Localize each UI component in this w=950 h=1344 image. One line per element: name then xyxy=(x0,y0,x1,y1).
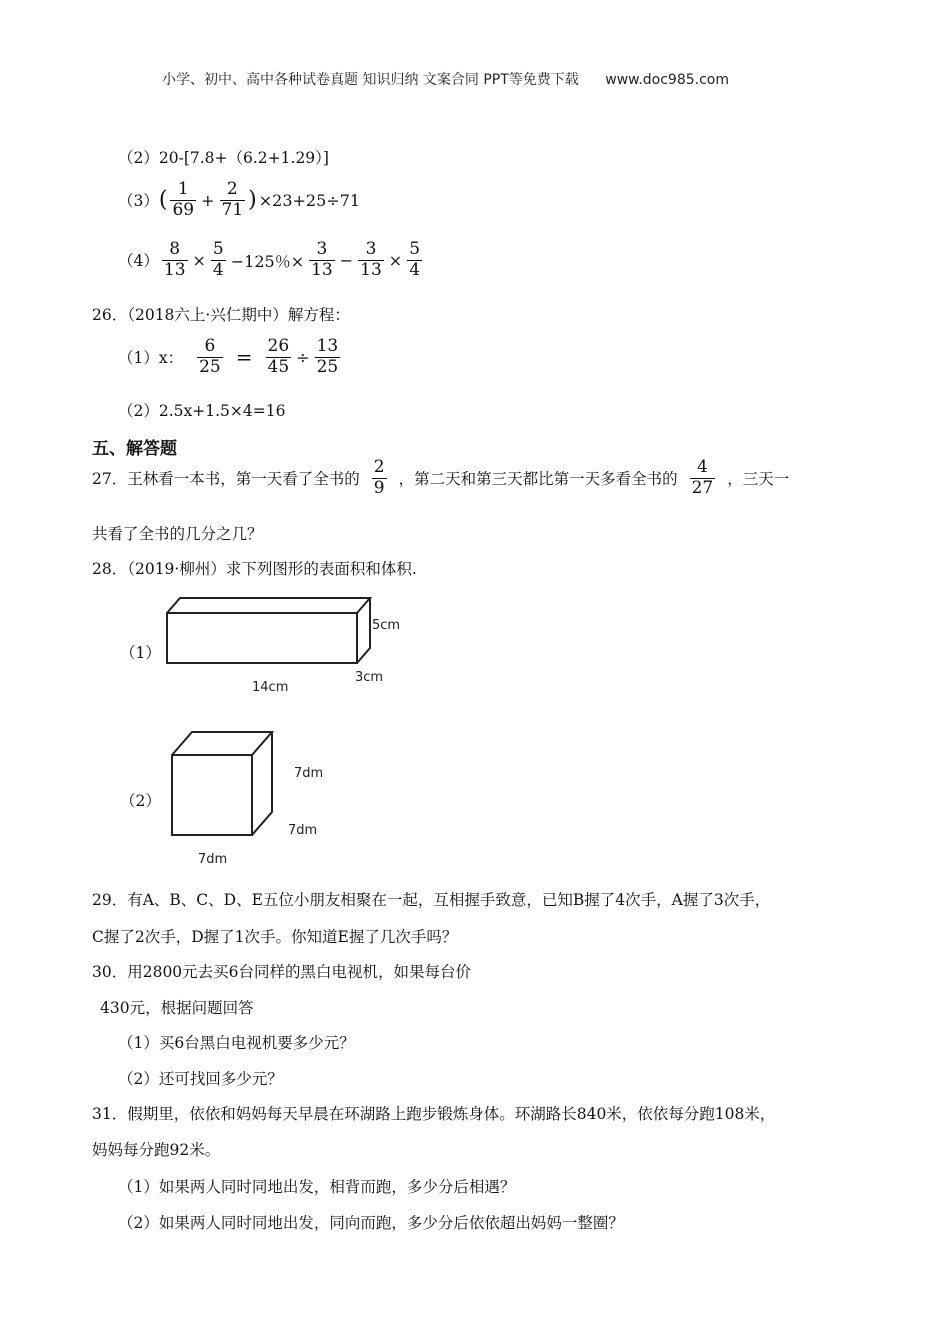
q25-part2-label: （2） xyxy=(118,149,159,167)
page-header xyxy=(162,69,729,89)
q30-part1: （1）买6台黑白电视机要多少元？ xyxy=(118,1034,355,1052)
q26-part1-divide: ÷ xyxy=(296,347,310,367)
q27-line1: 27．王林看一本书，第一天看了全书的 $\frac{2}{9}$ ，第二天和第三天都比第一天多看全书的 $\frac{4}{27}$ ，三天一 xyxy=(92,457,790,498)
q26-part1-frac2: $\frac{26}{45}$ xyxy=(267,336,290,377)
q26-part1 xyxy=(118,337,343,377)
q25-part3 xyxy=(118,180,362,220)
cube-figure xyxy=(160,720,360,870)
q26-part2: （2）2.5x+1.5×4=16 xyxy=(118,402,286,420)
header-text: 小学、初中、高中各种试卷真题 知识归纳 文案合同 PPT等免费下载 xyxy=(162,72,579,88)
q25-part3-rest: ×23+25÷71 xyxy=(258,190,361,210)
q25-part2 xyxy=(118,146,329,168)
q25-part4-label: （4） xyxy=(118,252,159,271)
section-heading: 五、解答题 xyxy=(92,439,177,459)
q25-part4-frac2: $\frac{5}{4}$ xyxy=(212,239,224,280)
q25-part4-frac3: $\frac{3}{13}$ xyxy=(311,239,333,280)
q25-part3-label: （3） xyxy=(118,192,159,211)
q25-part3-close-paren: ) xyxy=(248,187,257,213)
cube-edge-label-1: 7dm xyxy=(294,766,324,781)
cube-edge-label-3: 7dm xyxy=(198,852,228,867)
q25-part3-plus: + xyxy=(201,190,215,210)
q31-part1: （1）如果两人同时同地出发，相背而跑，多少分后相遇？ xyxy=(118,1178,516,1196)
q29-line1: 29．有A、B、C、D、E五位小朋友相聚在一起，互相握手致意，已知B握了4次手，A握了3次手， xyxy=(92,891,771,909)
q26-title: 26．（2018六上·兴仁期中）解方程： xyxy=(92,306,350,324)
q25-part4: （4） $\frac{8}{13}$ × $\frac{5}{4}$ −125％× $\frac{3}{13}$ − $\frac{3}{13}$ × $\frac{5}{4}$ xyxy=(118,239,421,280)
q25-part3-frac2: $\frac{2}{71}$ xyxy=(221,179,244,220)
q25-part3-frac1: $\frac{1}{69}$ xyxy=(172,179,195,220)
cuboid-height-label: 5cm xyxy=(372,618,401,633)
cuboid-length-label: 14cm xyxy=(252,680,289,695)
q25-part4-frac1: $\frac{8}{13}$ xyxy=(163,239,186,280)
q30-part2: （2）还可找回多少元？ xyxy=(118,1070,283,1088)
q26-part1-label: （1）x： xyxy=(118,349,184,368)
q31-line2: 妈妈每分跑92米。 xyxy=(92,1141,221,1159)
q25-part2-expr: 20-[7.8+（6.2+1.29）] xyxy=(158,149,329,167)
q27-line2: 共看了全书的几分之几？ xyxy=(92,525,263,543)
q25-part3-open-paren: ( xyxy=(158,187,168,213)
q26-part1-equals: = xyxy=(235,345,253,370)
q28-title: 28．（2019·柳州）求下列图形的表面积和体积. xyxy=(92,560,417,578)
cube-edge-label-2: 7dm xyxy=(288,823,318,838)
q25-part4-frac4: $\frac{3}{13}$ xyxy=(360,239,382,280)
cuboid-width-label: 3cm xyxy=(355,670,384,685)
q30-line1: 30．用2800元去买6台同样的黑白电视机，如果每台价 xyxy=(92,963,472,981)
q30-line2: 430元，根据问题回答 xyxy=(100,999,254,1017)
q25-part4-frac5: $\frac{5}{4}$ xyxy=(409,239,421,280)
q31-line1: 31．假期里，依依和妈妈每天早晨在环湖路上跑步锻炼身体。环湖路长840米，依依每分跑108米， xyxy=(92,1105,776,1123)
q27-frac2: $\frac{4}{27}$ xyxy=(691,457,714,498)
header-url: www.doc985.com xyxy=(605,72,729,88)
q29-line2: C握了2次手，D握了1次手。你知道E握了几次手吗？ xyxy=(92,928,458,946)
q27-frac1: $\frac{2}{9}$ xyxy=(373,457,385,498)
q26-part1-frac3: $\frac{13}{25}$ xyxy=(316,336,339,377)
q26-part1-frac1: $\frac{6}{25}$ xyxy=(199,336,221,377)
q31-part2: （2）如果两人同时同地出发，同向而跑，多少分后依依超出妈妈一整圈？ xyxy=(118,1214,624,1232)
q28-fig1-label: （1） xyxy=(120,644,161,662)
q28-fig2-label: （2） xyxy=(120,792,161,810)
cuboid-figure xyxy=(150,585,430,700)
